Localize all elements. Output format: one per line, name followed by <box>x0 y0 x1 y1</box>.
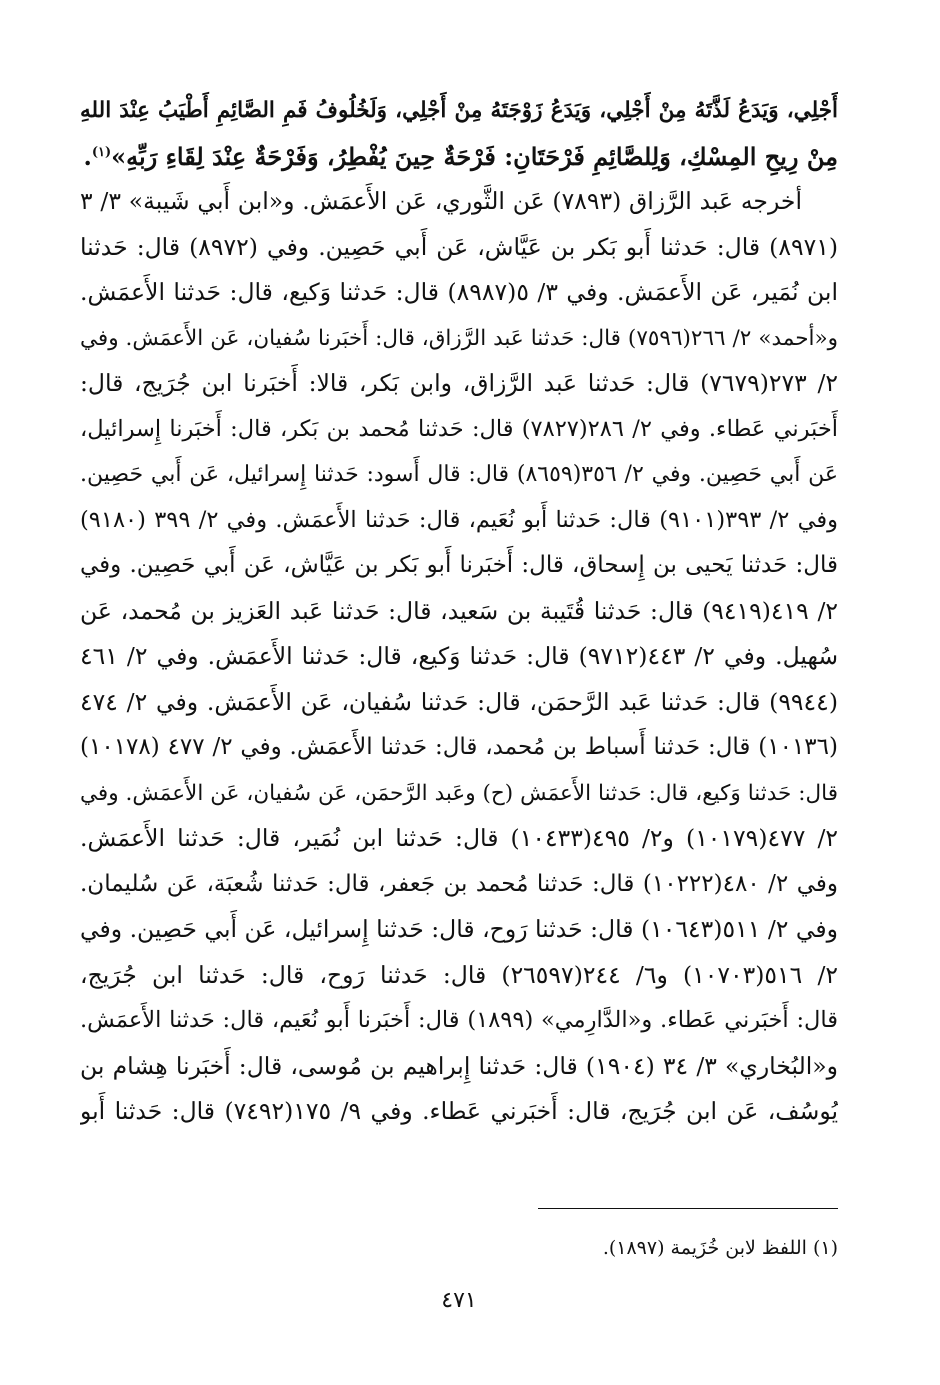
text-line: سُهيل. وفي ٢/ ٤٤٣(٩٧١٢) قال: حَدثنا وَكيع، قال: حَدثنا الأَعمَش. وفي ٢/ ٤٦١ <box>80 642 838 670</box>
text-line: أخرجه عَبد الرَّزاق (٧٨٩٣) عَن الثَّوري، عَن الأَعمَش. و«ابن أَبي شَيبة» ٣/ ٣ <box>80 187 802 215</box>
text-line: يُوسُف، عَن ابن جُرَيج، قال: أَخبَرني عَطاء. وفي ٩/ ١٧٥(٧٤٩٢) قال: حَدثنا أَبو <box>80 1097 838 1125</box>
text-line: قال: أَخبَرني عَطاء. و«الدَّارِمي» (١٨٩٩) قال: أَخبَرنا أَبو نُعَيم، قال: حَدثنا الأَعمَش. <box>80 1007 838 1033</box>
main-text <box>80 88 838 1135</box>
text-line: أَخبَرني عَطاء. وفي ٢/ ٢٨٦(٧٨٢٧) قال: حَدثنا مُحمد بن بَكر، قال: أَخبَرنا إِسرائيل، <box>80 415 838 442</box>
sentence-end: . <box>83 141 92 171</box>
footnote-divider <box>538 1208 838 1209</box>
book-page <box>80 88 838 1358</box>
text-line: ٢/ ٤٧٧(١٠١٧٩) و٢/ ٤٩٥(١٠٤٣٣) قال: حَدثنا ابن نُمَير، قال: حَدثنا الأَعمَش. <box>80 824 838 852</box>
footnote-reference: (١) <box>91 144 112 160</box>
page-number: ٤٧١ <box>441 1288 477 1313</box>
text-line: أَجْلِي، وَيَدَعُ لَذَّتَهُ مِنْ أَجْلِي، وَيَدَعُ زَوْجَتَهُ مِنْ أَجْلِي، وَلَخُلُوفُ فَمِ الصَّائِمِ أَطْيَبُ عِنْدَ اللهِ <box>80 98 838 123</box>
text-line: وفي ٢/ ٥١١(١٠٦٤٣) قال: حَدثنا رَوح، قال: حَدثنا إِسرائيل، عَن أَبي حَصِين. وفي <box>80 915 838 943</box>
text-line: قال: حَدثنا وَكيع، قال: حَدثنا الأَعمَش (ح) وعَبد الرَّحمَن، عَن سُفيان، عَن الأَعمَش. وفي <box>80 780 838 806</box>
text-line: ٢/ ٥١٦(١٠٧٠٣) و٦/ ٢٤٤(٢٦٥٩٧) قال: حَدثنا رَوح، قال: حَدثنا ابن جُرَيج، <box>80 960 838 989</box>
text-line: (٨٩٧١) قال: حَدثنا أَبو بَكر بن عَيَّاش، عَن أَبي حَصِين. وفي (٨٩٧٢) قال: حَدثنا <box>80 232 838 261</box>
text-line: و«أحمد» ٢/ ٢٦٦(٧٥٩٦) قال: حَدثنا عَبد الرَّزاق، قال: أَخبَرنا سُفيان، عَن الأَعمَش. وفي <box>80 325 838 351</box>
text-line-content: مِنْ رِيحِ المِسْكِ، وَلِلصَّائِمِ فَرْحَتَانِ: فَرْحَةٌ حِينَ يُفْطِرُ، وَفَرْحَةٌ عِنْدَ لِقَاءِ رَبِّهِ» <box>111 141 838 171</box>
text-line: ٢/ ٢٧٣(٧٦٧٩) قال: حَدثنا عَبد الرَّزاق، وابن بَكر، قالا: أَخبَرنا ابن جُرَيج، قال: <box>80 369 838 397</box>
text-line: و«البُخاري» ٣/ ٣٤ (١٩٠٤) قال: حَدثنا إِبراهيم بن مُوسى، قال: أَخبَرنا هِشام بن <box>80 1051 838 1080</box>
text-line: وفي ٢/ ٣٩٣(٩١٠١) قال: حَدثنا أَبو نُعَيم، قال: حَدثنا الأَعمَش. وفي ٢/ ٣٩٩ (٩١٨٠) <box>80 506 838 533</box>
footnote: (١) اللفظ لابن خُزَيمة (١٨٩٧). <box>602 1237 838 1259</box>
text-line: ابن نُمَير، عَن الأَعمَش. وفي ٣/ ٥(٨٩٨٧) قال: حَدثنا وَكيع، قال: حَدثنا الأَعمَش. <box>80 278 838 306</box>
text-line <box>80 134 838 180</box>
text-line: (١٠١٣٦) قال: حَدثنا أَسباط بن مُحمد، قال: حَدثنا الأَعمَش. وفي ٢/ ٤٧٧ (١٠١٧٨) <box>80 734 838 760</box>
text-line: عَن أَبي حَصِين. وفي ٢/ ٣٥٦(٨٦٥٩) قال: قال أَسود: حَدثنا إِسرائيل، عَن أَبي حَصِين. <box>80 462 838 487</box>
text-line: (٩٩٤٤) قال: حَدثنا عَبد الرَّحمَن، قال: حَدثنا سُفيان، عَن الأَعمَش. وفي ٢/ ٤٧٤ <box>80 687 838 716</box>
text-line: قال: حَدثنا يَحيى بن إِسحاق، قال: أَخبَرنا أَبو بَكر بن عَيَّاش، عَن أَبي حَصِين. وفي <box>80 552 838 578</box>
text-line: ٢/ ٤١٩(٩٤١٩) قال: حَدثنا قُتَيبة بن سَعيد، قال: حَدثنا عَبد العَزيز بن مُحمد، عَن <box>80 596 838 625</box>
text-line: وفي ٢/ ٤٨٠(١٠٢٢٢) قال: حَدثنا مُحمد بن جَعفر، قال: حَدثنا شُعبَة، عَن سُليمان. <box>80 870 838 897</box>
